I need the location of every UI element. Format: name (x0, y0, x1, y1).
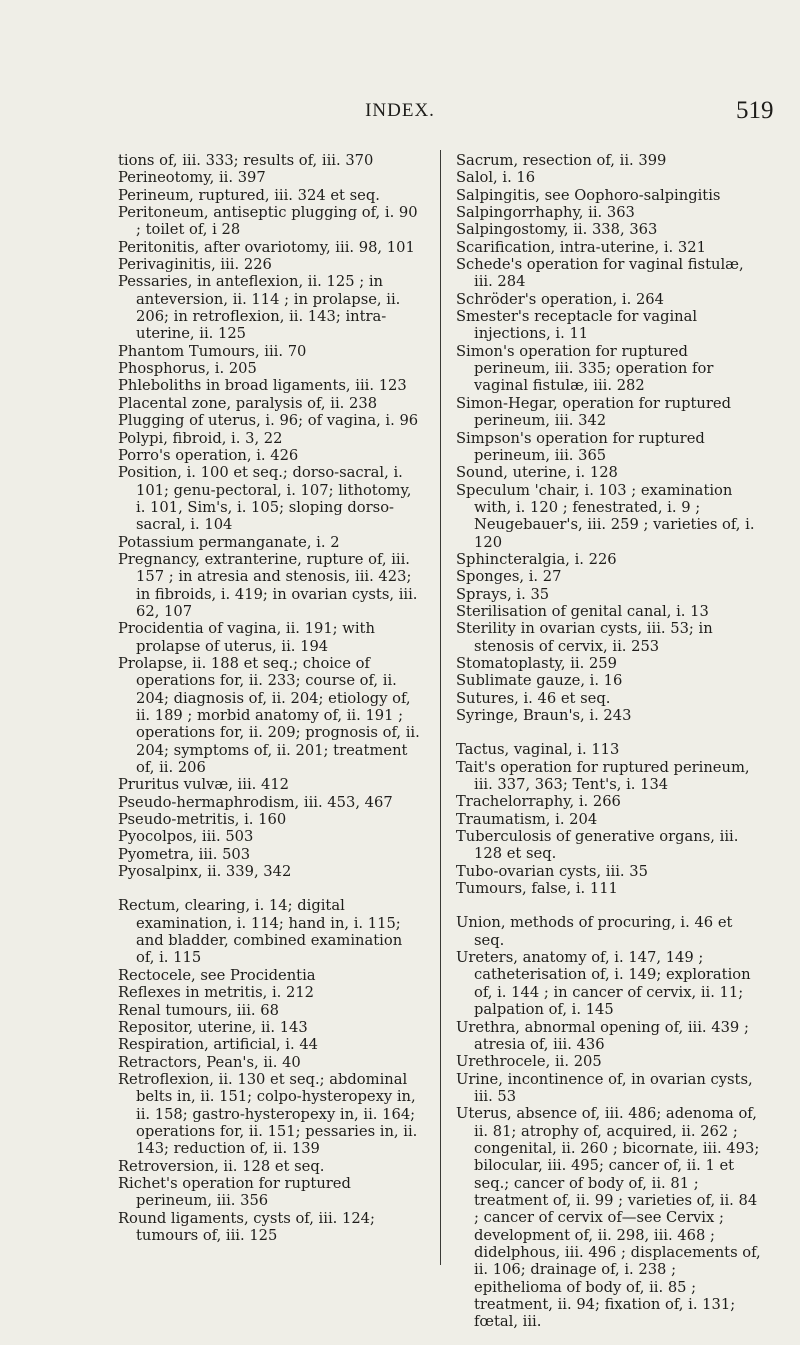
index-entry: Smester's receptacle for vaginal injections, i. 11 (456, 308, 698, 343)
index-entry: Salpingitis, see Oophoro-salpingitis (456, 186, 721, 204)
index-entry: Sponges, i. 27 (456, 568, 562, 586)
index-entry: Pruritus vulvæ, iii. 412 (118, 776, 290, 794)
index-entry: Sprays, i. 35 (456, 585, 550, 603)
index-entry: Pseudo-metritis, i. 160 (118, 811, 287, 829)
index-entry: Sphincteralgia, i. 226 (456, 550, 617, 568)
index-entry: Schede's operation for vaginal fistulæ, iii. 284 (456, 256, 744, 291)
index-entry: Sterilisation of genital canal, i. 13 (456, 602, 709, 620)
index-entry: Peritoneum, antiseptic plugging of, i. 90 ; toilet of, i 28 (118, 204, 418, 239)
index-entry: Speculum 'chair, i. 103 ; examination with, i. 120 ; fenestrated, i. 9 ; Neugebauer's, iii. 259 ; varieties of, i. 120 (456, 481, 755, 551)
index-entry: Tuberculosis of generative organs, iii. 128 et seq. (456, 828, 739, 863)
index-entry: Prolapse, ii. 188 et seq.; choice of operations for, ii. 233; course of, ii. 204; diagnosis of, ii. 204; etiology of, ii. 189 ; morbid anatomy of, ii. 191 ; operations for, ii. 209; prognosis of, ii. 204; symptoms of, ii. 201; treatment of, ii. 206 (118, 654, 420, 777)
index-entry: Polypi, fibroid, i. 3, 22 (118, 429, 283, 447)
index-entry: Respiration, artificial, i. 44 (118, 1036, 319, 1054)
index-entry: Richet's operation for ruptured perineum, iii. 356 (118, 1174, 351, 1210)
index-entry: Repositor, uterine, ii. 143 (118, 1018, 308, 1036)
index-entry: Ureters, anatomy of, i. 147, 149 ; catheterisation of, i. 149; exploration of, i. 144 ; in cancer of cervix, ii. 11; palpation of, i. 145 (456, 949, 751, 1019)
index-entry: Urethra, abnormal opening of, iii. 439 ; atresia of, iii. 436 (456, 1018, 749, 1053)
index-entry: Renal tumours, iii. 68 (118, 1001, 279, 1019)
index-entry: Urethrocele, ii. 205 (456, 1053, 602, 1071)
index-entry: Tubo-ovarian cysts, iii. 35 (456, 862, 648, 880)
index-entry: Scarification, intra-uterine, i. 321 (456, 238, 706, 256)
column-divider (440, 150, 441, 1265)
index-entry: Peritonitis, after ovariotomy, iii. 98, 101 (118, 238, 415, 256)
index-entry: Uterus, absence of, iii. 486; adenoma of, ii. 81; atrophy of, acquired, ii. 262 ; congenital, ii. 260 ; bicornate, iii. 493; bilocular, iii. 495; cancer of, ii. 1 et seq.; cancer of body of, ii. 81 ; treatment of, ii. 99 ; varieties of, ii. 84 ; cancer of cervix of—see Cervix ; development of, ii. 298, iii. 468 ; didelphous, iii. 496 ; displacements of, ii. 106; drainage of, i. 238 ; epithelioma of body of, ii. 85 ; treatment, ii. 94; fixation of, i. 131; fœtal, iii. (456, 1105, 761, 1331)
index-entry: Plugging of uterus, i. 96; of vagina, i. 96 (118, 412, 419, 430)
index-entry: Position, i. 100 et seq.; dorso-sacral, i. 101; genu-pectoral, i. 107; lithotomy, i. 101, Sim's, i. 105; sloping dorso-sacral, i. 104 (118, 464, 412, 534)
index-entry: Sacrum, resection of, ii. 399 (456, 152, 667, 169)
index-entry: Retroversion, ii. 128 et seq. (118, 1157, 325, 1175)
index-entry: Stomatoplasty, ii. 259 (456, 654, 617, 672)
index-entry: Rectocele, see Procidentia (118, 966, 316, 984)
index-entry: Tactus, vaginal, i. 113 (456, 741, 620, 759)
index-entry: Sound, uterine, i. 128 (456, 464, 618, 482)
index-entry: Urine, incontinence of, in ovarian cysts, iii. 53 (456, 1070, 753, 1105)
index-entry: Salol, i. 16 (456, 169, 536, 187)
index-entry: Pyometra, iii. 503 (118, 845, 251, 863)
index-column-left (118, 152, 420, 1244)
index-entry: Simpson's operation for ruptured perineum, iii. 365 (456, 429, 705, 464)
index-entry: Perineum, ruptured, iii. 324 et seq. (118, 186, 380, 204)
index-entry: Union, methods of procuring, i. 46 et seq. (456, 914, 733, 949)
index-entry: Simon-Hegar, operation for ruptured perineum, iii. 342 (456, 394, 731, 430)
running-header-title: INDEX. (365, 100, 435, 121)
index-entry: Pyosalpinx, ii. 339, 342 (118, 863, 292, 881)
index-entry: Phosphorus, i. 205 (118, 360, 257, 378)
index-entry: Rectum, clearing, i. 14; digital examination, i. 114; hand in, i. 115; and bladder, combined examination of, i. 115 (118, 897, 403, 967)
index-entry: Procidentia of vagina, ii. 191; with prolapse of uterus, ii. 194 (118, 620, 375, 655)
index-entry: Trachelorraphy, i. 266 (456, 793, 621, 811)
index-entry: Traumatism, i. 204 (456, 810, 598, 828)
index-entry: Pseudo-hermaphrodism, iii. 453, 467 (118, 793, 393, 811)
index-column-right (456, 152, 766, 1331)
index-entry: Perineotomy, ii. 397 (118, 169, 266, 187)
index-entry: Salpingostomy, ii. 338, 363 (456, 221, 658, 239)
index-entry: Phantom Tumours, iii. 70 (118, 342, 307, 360)
index-entry: Reflexes in metritis, i. 212 (118, 984, 315, 1002)
index-entry: Syringe, Braun's, i. 243 (456, 707, 632, 724)
index-entry: Sutures, i. 46 et seq. (456, 689, 611, 707)
index-entry: Retractors, Pean's, ii. 40 (118, 1053, 301, 1071)
index-entry: Pyocolpos, iii. 503 (118, 828, 254, 846)
index-entry: Retroflexion, ii. 130 et seq.; abdominal belts in, ii. 151; colpo-hysteropexy in, ii. 158; gastro-hysteropexy in, ii. 164; operations for, ii. 151; pessaries in, ii. 143; reduction of, ii. 139 (118, 1070, 418, 1158)
index-entry: Sterility in ovarian cysts, iii. 53; in stenosis of cervix, ii. 253 (456, 620, 713, 655)
index-entry: Perivaginitis, iii. 226 (118, 256, 272, 274)
index-entry: Tait's operation for ruptured perineum, iii. 337, 363; Tent's, i. 134 (456, 758, 750, 794)
index-entry: Schröder's operation, i. 264 (456, 290, 664, 308)
index-entry: Sublimate gauze, i. 16 (456, 672, 623, 690)
index-entry: Placental zone, paralysis of, ii. 238 (118, 394, 378, 412)
index-entry: Simon's operation for ruptured perineum, iii. 335; operation for vaginal fistulæ, iii. 282 (456, 342, 714, 395)
index-entry: Phleboliths in broad ligaments, iii. 123 (118, 377, 407, 395)
index-entry: Pregnancy, extranterine, rupture of, iii. 157 ; in atresia and stenosis, iii. 423; in fibroids, i. 419; in ovarian cysts, iii. 62, 107 (118, 550, 418, 620)
index-entry: Pessaries, in anteflexion, ii. 125 ; in anteversion, ii. 114 ; in prolapse, ii. 206; in retroflexion, ii. 143; intra-uterine, ii. 125 (118, 273, 401, 343)
index-entry: Potassium permanganate, i. 2 (118, 533, 340, 551)
index-entry: tions of, iii. 333; results of, iii. 370 (118, 152, 374, 169)
index-entry: Salpingorrhaphy, ii. 363 (456, 204, 635, 222)
index-entry: Porro's operation, i. 426 (118, 446, 299, 464)
page-number: 519 (736, 97, 774, 124)
index-entry: Tumours, false, i. 111 (456, 880, 618, 898)
index-entry: Round ligaments, cysts of, iii. 124; tumours of, iii. 125 (118, 1209, 375, 1244)
